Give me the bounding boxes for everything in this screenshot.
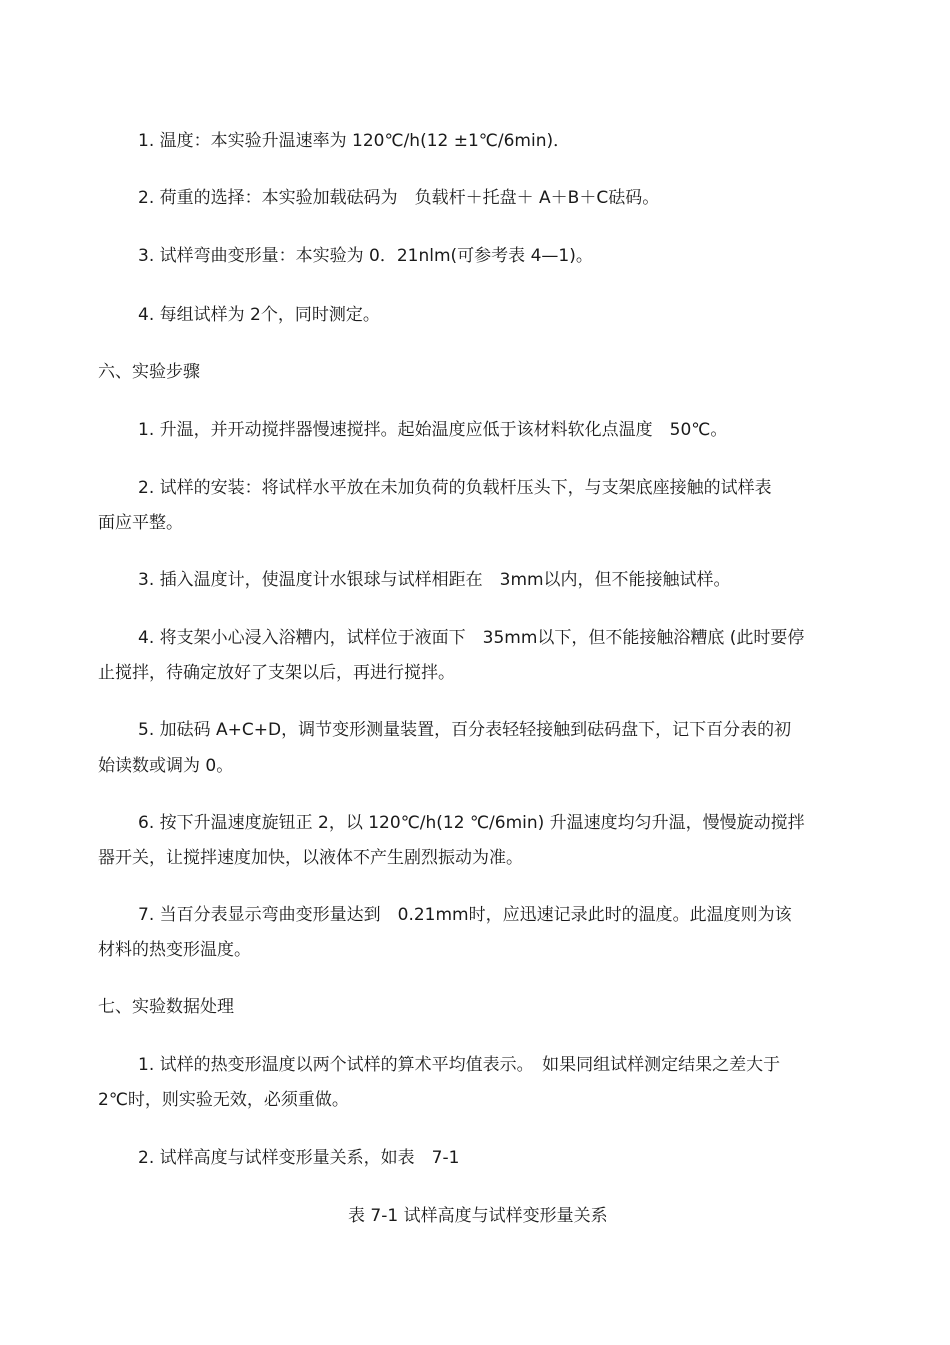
step-6-continued: 器开关，让搅拌速度加快，以液体不产生剧烈振动为准。 (98, 848, 523, 868)
step-7-continued: 材料的热变形温度。 (98, 940, 251, 960)
step-3: 3. 插入温度计，使温度计水银球与试样相距在 3mm以内，但不能接触试样。 (138, 570, 731, 590)
step-5-continued: 始读数或调为 0。 (98, 756, 234, 776)
data-item-1-continued: 2℃时，则实验无效，必须重做。 (98, 1090, 349, 1110)
step-7: 7. 当百分表显示弯曲变形量达到 0.21mm时，应迅速记录此时的温度。此温度则为该 (138, 905, 792, 925)
data-item-1: 1. 试样的热变形温度以两个试样的算术平均值表示。 如果同组试样测定结果之差大于 (138, 1055, 781, 1075)
data-item-2: 2. 试样高度与试样变形量关系，如表 7-1 (138, 1148, 460, 1168)
step-2-continued: 面应平整。 (98, 513, 183, 533)
condition-item-2: 2. 荷重的选择：本实验加载砝码为 负载杆＋托盘＋ A＋B＋C砝码。 (138, 188, 660, 208)
condition-item-3: 3. 试样弯曲变形量：本实验为 0．21nlm(可参考表 4—1)。 (138, 246, 593, 266)
step-6: 6. 按下升温速度旋钮正 2，以 120℃/h(12 ℃/6min) 升温速度均匀升温，慢慢旋动搅拌 (138, 813, 805, 833)
condition-item-4: 4. 每组试样为 2个，同时测定。 (138, 305, 380, 325)
step-5: 5. 加砝码 A+C+D，调节变形测量装置，百分表轻轻接触到砝码盘下，记下百分表的初 (138, 720, 792, 740)
section-heading-data-processing: 七、实验数据处理 (98, 997, 234, 1017)
step-2: 2. 试样的安装：将试样水平放在未加负荷的负载杆压头下，与支架底座接触的试样表 (138, 478, 772, 498)
section-heading-steps: 六、实验步骤 (98, 362, 200, 382)
step-4-continued: 止搅拌，待确定放好了支架以后，再进行搅拌。 (98, 663, 455, 683)
step-4: 4. 将支架小心浸入浴糟内，试样位于液面下 35mm以下，但不能接触浴糟底 (此时要停 (138, 628, 805, 648)
condition-item-1: 1. 温度：本实验升温速率为 120℃/h(12 ±1℃/6min)． (138, 131, 571, 151)
table-caption: 表 7-1 试样高度与试样变形量关系 (348, 1206, 608, 1226)
step-1: 1. 升温，并开动搅拌器慢速搅拌。起始温度应低于该材料软化点温度 50℃。 (138, 420, 728, 440)
